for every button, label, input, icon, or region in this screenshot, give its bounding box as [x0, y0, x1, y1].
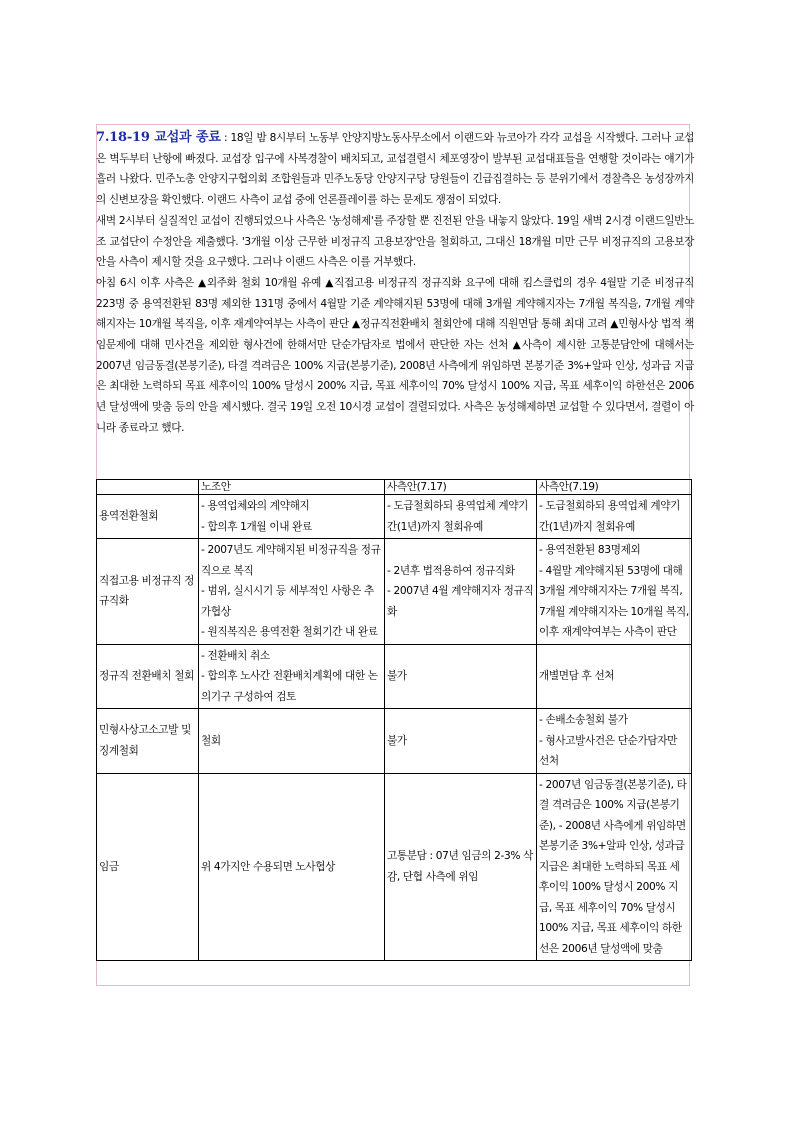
- paragraph-1-text: : 18일 밤 8시부터 노동부 안양지방노동사무소에서 이랜드와 뉴코아가 각각 교섭을 시작했다. 그러나 교섭은 벽두부터 난항에 빠졌다. 교섭장 입구에 사복경찰이 배치되고, 교섭결렬시 체포영장이 발부된 교섭대표들을 연행할 것이라는 얘기가 흘러 나왔다. 민주노총 안양지구협의회 조합원들과 민주노동당 안양지구당 당원들이 긴급집결하는 등 분위기에서 경찰측은 농성장까지의 신변보장을 확인했다. 이랜드 사측이 교섭 중에 언론플레이를 하는 문제도 쟁점이 되었다.: [96, 132, 694, 207]
- paragraph-3: 아침 6시 이후 사측은 ▲외주화 철회 10개월 유예 ▲직접고용 비정규직 정규직화 요구에 대해 킴스클럽의 경우 4월말 기준 비정규직 223명 중 용역전환된 83명 제외한 131명 중에서 4월말 기준 계약해지된 53명에 대해 3개월 계약해지자는 7개월 복직을, 7개월 계약해지자는 10개월 복직을, 이후 재계약여부는 사측이 판단 ▲정규직전환배치 철회안에 대해 직원면담 통해 최대 고려 ▲민형사상 법적 책임문제에 대해 민사건을 제외한 형사건에 한해서만 단순가담자로 법에서 판단한 자는 선처 ▲사측이 제시한 고통분담안에 대해서는 2007년 임금동결(본봉기준), 타결 격려금은 100% 지급(본봉기준), 2008년 사측에게 위임하면 본봉기준 3%+알파 인상, 성과급 지급은 최대한 노력하되 목표 세후이익 100% 달성시 200% 지급, 목표 세후이익 70% 달성시 100% 지급, 목표 세후이익 하한선은 2006년 달성액에 맞춤 등의 안을 제시했다. 결국 19일 오전 10시경 교섭이 결렬되었다. 사측은 농성해제하면 교섭할 수 있다면서, 결렬이 아니라 종료라고 했다.: [96, 276, 694, 434]
- table-row: [97, 709, 692, 774]
- union-proposal-cell: [199, 644, 385, 709]
- company-0719-cell: [537, 539, 692, 645]
- cell-line: - 형사고발사건은 단순가담자만 선처: [539, 734, 677, 767]
- union-proposal-cell: 위 4가지안 수용되면 노사협상: [199, 773, 385, 961]
- cell-line: - 합의후 1개월 이내 완료: [201, 520, 312, 533]
- table-row: [97, 495, 692, 539]
- paragraph-2: 새벽 2시부터 실질적인 교섭이 진행되었으나 사측은 '농성해제'를 주장할 뿐 진전된 안을 내놓지 않았다. 19일 새벽 2시경 이랜드일반노조 교섭단이 수정안을 제출했다. '3개월 이상 근무한 비정규직 고용보장'안을 철회하고, 그대신 18개월 미만 근무 비정규직의 고용보장안을 사측이 제시할 것을 요구했다. 그러나 이랜드 사측은 이를 거부했다.: [96, 214, 694, 269]
- intro-text: [96, 128, 694, 439]
- company-0719-cell: - 2007년 임금동결(본봉기준), 타결 격려금은 100% 지급(본봉기준), - 2008년 사측에게 위임하면 본봉기준 3%+알파 인상, 성과급 지급은 최대한 노력하되 목표 세후이익 100% 달성시 200% 지급, 목표 세후이익 70% 달성시 100% 지급, 목표 세후이익 하한선은 2006년 달성액에 맞춤: [537, 773, 692, 961]
- cell-line: - 2년후 법적용하여 정규직화: [387, 564, 515, 577]
- cell-line: - 전환배치 취소: [201, 649, 270, 662]
- union-proposal-cell: 철회: [199, 709, 385, 774]
- table-row: [97, 644, 692, 709]
- company-0719-cell: - 도급철회하되 용역업체 계약기간(1년)까지 철회유예: [537, 495, 692, 539]
- header-cell-company-0717: 사측안(7.17): [385, 480, 537, 495]
- table-row: [97, 773, 692, 961]
- cell-line: - 원직복직은 용역전환 철회기간 내 완료: [201, 626, 378, 638]
- company-0717-cell: 고통분담 : 07년 임금의 2-3% 삭감, 단협 사측에 위임: [385, 773, 537, 961]
- header-cell-union: 노조안: [199, 480, 385, 495]
- cell-line: - 손배소송철회 불가: [539, 714, 628, 726]
- row-label: 민형사상고소고발 및 징계철회: [97, 709, 199, 774]
- company-0717-cell: - 도급철회하되 용역업체 계약기간(1년)까지 철회유예: [385, 495, 537, 539]
- paragraph-1: [96, 128, 694, 211]
- company-0719-cell: 개별면담 후 선처: [537, 644, 692, 709]
- cell-line: - 용역전환된 83명제외: [539, 544, 641, 556]
- cell-line: - 범위, 실시시기 등 세부적인 사항은 추가협상: [201, 585, 374, 618]
- union-proposal-cell: [199, 495, 385, 539]
- company-0717-cell: [385, 539, 537, 645]
- company-0717-cell: 불가: [385, 644, 537, 709]
- cell-line: - 합의후 노사간 전환배치계획에 대한 논의기구 구성하여 검토: [201, 670, 378, 703]
- header-cell-empty: [97, 480, 199, 495]
- row-label: 용역전환철회: [97, 495, 199, 539]
- company-0719-cell: [537, 709, 692, 774]
- section-heading: 7.18-19 교섭과 종료: [96, 130, 221, 145]
- row-label: 정규직 전환배치 철회: [97, 644, 199, 709]
- union-proposal-cell: [199, 539, 385, 645]
- header-cell-company-0719: 사측안(7.19): [537, 480, 692, 495]
- row-label: 직접고용 비정규직 정규직화: [97, 539, 199, 645]
- cell-line: - 2007년도 계약해지된 비정규직을 정규직으로 복직: [201, 544, 381, 577]
- row-label: 임금: [97, 773, 199, 961]
- cell-line: - 2007년 4월 계약해지자 정규직화: [387, 585, 534, 618]
- cell-line: - 4월말 계약해지된 53명에 대해 3개월 계약해지자는 7개월 복직, 7개월 계약해지자는 10개월 복직, 이후 재계약여부는 사측이 판단: [539, 564, 689, 638]
- table-row: [97, 539, 692, 645]
- table-header-row: [97, 480, 692, 495]
- company-0717-cell: 불가: [385, 709, 537, 774]
- cell-line: - 용역업체와의 계약해지: [201, 500, 310, 512]
- negotiation-table: [96, 479, 692, 961]
